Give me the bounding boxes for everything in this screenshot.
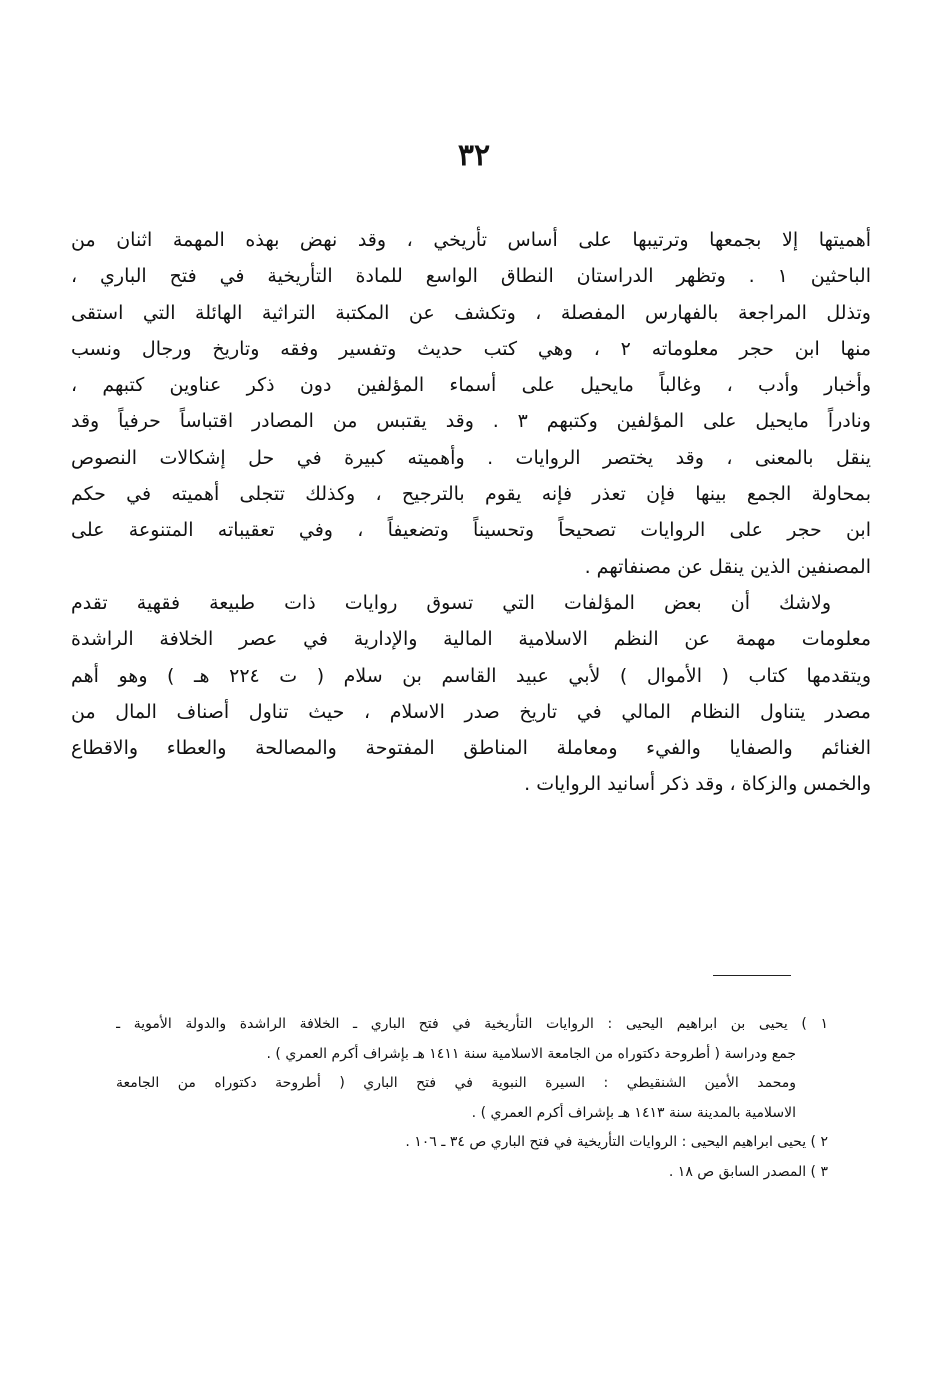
main-text	[71, 222, 871, 803]
body-line: ابن حجر على الروايات تصحيحاً وتحسيناً وتضعيفاً ، وفي تعقيباته المتنوعة على	[71, 519, 871, 542]
body-line: ينقل بالمعنى ، وقد يختصر الروايات . وأهميته كبيرة في حل إشكالات النصوص	[71, 446, 871, 469]
footnotes	[116, 1010, 828, 1187]
footnote-line: ١ ) يحيى بن ابراهيم اليحيى : الروايات التأريخية في فتح الباري ـ الخلافة الراشدة والدولة الأموية ـ	[116, 1016, 828, 1032]
footnote-line: ٢ ) يحيى ابراهيم اليحيى : الروايات التأريخية في فتح الباري ص ٣٤ ـ ١٠٦ .	[405, 1134, 828, 1150]
body-line: ويتقدمها كتاب ( الأموال ) لأبي عبيد القاسم بن سلام ( ت ٢٢٤ هـ ) وهو أهم	[71, 664, 871, 687]
body-line: مصدر يتناول النظام المالي في تاريخ صدر الاسلام ، حيث تناول أصناف المال من	[71, 700, 871, 723]
body-line: المصنفين الذين ينقل عن مصنفاتهم .	[584, 555, 871, 578]
body-line: ونادراً مايحيل على المؤلفين وكتبهم ٣ . وقد يقتبس من المصادر اقتباساً حرفياً وقد	[71, 410, 871, 433]
body-line: ولاشك أن بعض المؤلفات التي تسوق روايات ذات طبيعة فقهية تقدم	[71, 591, 831, 614]
body-line: الباحثين ١ . وتظهر الدراستان النطاق الواسع للمادة التأريخية في فتح الباري ،	[71, 265, 871, 288]
footnote-line: جمع ودراسة ( أطروحة دكتوراه من الجامعة الاسلامية سنة ١٤١١ هـ بإشراف أكرم العمري ) .	[266, 1045, 796, 1062]
body-line: معلومات مهمة عن النظم الاسلامية المالية والإدارية في عصر الخلافة الراشدة	[71, 628, 871, 651]
body-line: والخمس والزكاة ، وقد ذكر أسانيد الروايات .	[524, 773, 871, 796]
page-number: ٣٢	[457, 138, 491, 173]
body-line: بمحاولة الجمع بينها فإن تعذر فإنه يقوم بالترجيح ، وكذلك تتجلى أهميته في حكم	[71, 483, 871, 506]
body-line: الغنائم والصفايا والفيء ومعاملة المناطق المفتوحة والمصالحة والعطاء والاقطاع	[71, 737, 871, 760]
footnote-line: ٣ ) المصدر السابق ص ١٨ .	[668, 1163, 828, 1180]
body-line: منها ابن حجر معلوماته ٢ ، وهي كتب حديث وتفسير وفقه وتاريخ ورجال ونسب	[71, 337, 871, 360]
body-line: وتذلل المراجعة بالفهارس المفصلة ، وتكشف عن المكتبة التراثية الهائلة التي استقى	[71, 301, 871, 324]
footnote-line: الاسلامية بالمدينة سنة ١٤١٣ هـ بإشراف أكرم العمري ) .	[471, 1104, 796, 1121]
body-line: أهميتها إلا بجمعها وترتيبها على أساس تأريخي ، وقد نهض بهذه المهمة اثنان من	[71, 229, 871, 251]
body-line: وأخبار وأدب ، وغالباً مايحيل على أسماء المؤلفين دون ذكر عناوين كتبهم ،	[71, 374, 871, 397]
footnote-divider	[713, 975, 791, 976]
footnote-line: ومحمد الأمين الشنقيطي : السيرة النبوية في فتح الباري ( أطروحة دكتوراه من الجامعة	[116, 1075, 796, 1091]
